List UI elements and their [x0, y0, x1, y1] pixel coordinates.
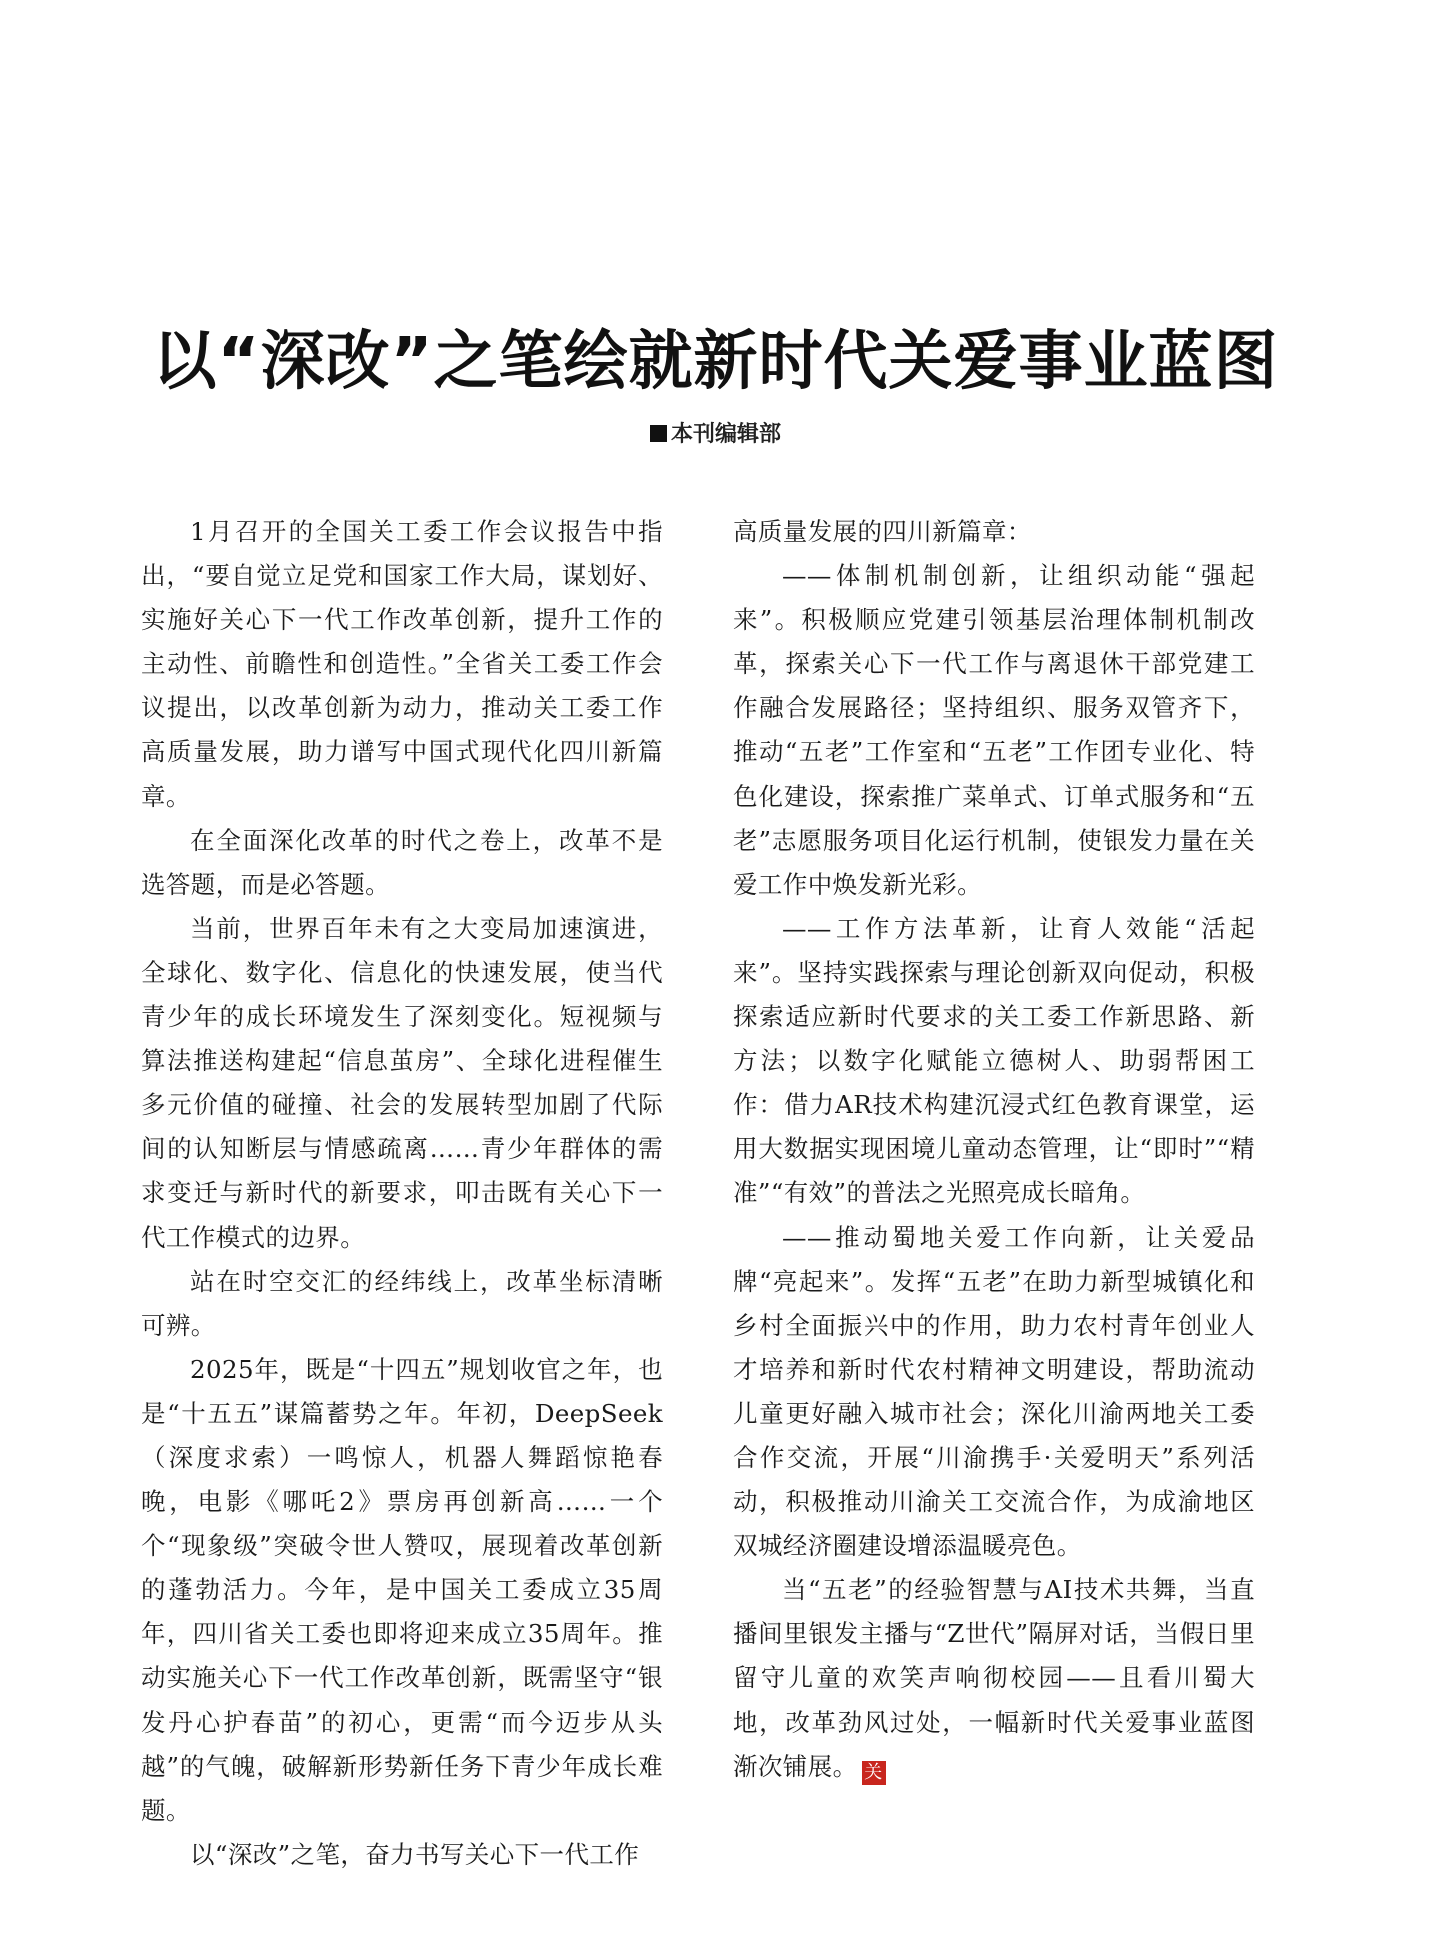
paragraph: 1月召开的全国关工委工作会议报告中指出，“要自觉立足党和国家工作大局，谋划好、实施好关心下一代工作改革创新，提升工作的主动性、前瞻性和创造性。”全省关工委工作会议提出，以改革创新为动力，推动关工委工作高质量发展，助力谱写中国式现代化四川新篇章。: [141, 517, 663, 811]
right-column: [733, 510, 1255, 1789]
end-mark-icon: 关: [862, 1761, 886, 1785]
paragraph: ——体制机制创新，让组织动能“强起来”。积极顺应党建引领基层治理体制机制改革，探索关心下一代工作与离退休干部党建工作融合发展路径；坚持组织、服务双管齐下，推动“五老”工作室和“五老”工作团专业化、特色化建设，探索推广菜单式、订单式服务和“五老”志愿服务项目化运行机制，使银发力量在关爱工作中焕发新光彩。: [733, 561, 1255, 899]
article-title: 以“深改”之笔绘就新时代关爱事业蓝图: [152, 325, 1279, 399]
paragraph: ——工作方法革新，让育人效能“活起来”。坚持实践探索与理论创新双向促动，积极探索适应新时代要求的关工委工作新思路、新方法；以数字化赋能立德树人、助弱帮困工作：借力AR技术构建沉浸式红色教育课堂，运用大数据实现困境儿童动态管理，让“即时”“精准”“有效”的普法之光照亮成长暗角。: [733, 913, 1255, 1208]
left-column: [141, 510, 663, 1877]
byline-square-icon: [650, 425, 667, 442]
paragraph: 2025年，既是“十四五”规划收官之年，也是“十五五”谋篇蓄势之年。年初，DeepSeek（深度求索）一鸣惊人，机器人舞蹈惊艳春晚，电影《哪吒2》票房再创新高……一个个“现象级”突破令世人赞叹，展现着改革创新的蓬勃活力。今年，是中国关工委成立35周年，四川省关工委也即将迎来成立35周年。推动实施关心下一代工作改革创新，既需坚守“银发丹心护春苗”的初心，更需“而今迈步从头越”的气魄，破解新形势新任务下青少年成长难题。: [141, 1354, 663, 1825]
byline: [0, 420, 1431, 450]
paragraph: 当前，世界百年未有之大变局加速演进，全球化、数字化、信息化的快速发展，使当代青少年的成长环境发生了深刻变化。短视频与算法推送构建起“信息茧房”、全球化进程催生多元价值的碰撞、社会的发展转型加剧了代际间的认知断层与情感疏离……青少年群体的需求变迁与新时代的新要求，叩击既有关心下一代工作模式的边界。: [141, 913, 663, 1252]
paragraph-text: 当“五老”的经验智慧与AI技术共舞，当直播间里银发主播与“Z世代”隔屏对话，当假日里留守儿童的欢笑声响彻校园——且看川蜀大地，改革劲风过处，一幅新时代关爱事业蓝图渐次铺展。: [733, 1575, 1255, 1781]
byline-text: 本刊编辑部: [670, 422, 781, 447]
paragraph: 以“深改”之笔，奋力书写关心下一代工作: [190, 1839, 640, 1869]
paragraph: ——推动蜀地关爱工作向新，让关爱品牌“亮起来”。发挥“五老”在助力新型城镇化和乡村全面振兴中的作用，助力农村青年创业人才培养和新时代农村精神文明建设，帮助流动儿童更好融入城市社会；深化川渝两地关工委合作交流，开展“川渝携手·关爱明天”系列活动，积极推动川渝关工交流合作，为成渝地区双城经济圈建设增添温暖亮色。: [733, 1222, 1255, 1561]
last-paragraph: [733, 1568, 1255, 1788]
paragraph: 在全面深化改革的时代之卷上，改革不是选答题，而是必答题。: [141, 825, 663, 899]
paragraph: 站在时空交汇的经纬线上，改革坐标清晰可辨。: [141, 1266, 663, 1340]
paragraph: 高质量发展的四川新篇章：: [733, 517, 1032, 546]
